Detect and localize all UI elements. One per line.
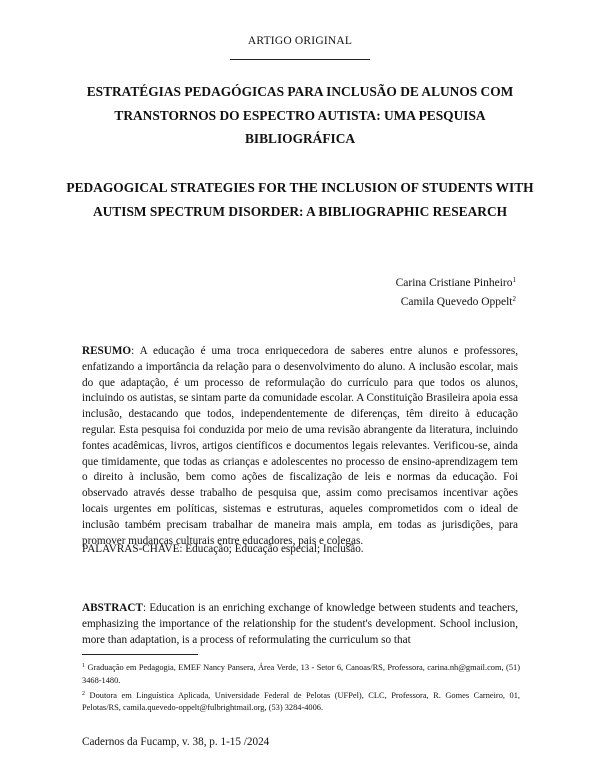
keywords: PALAVRAS-CHAVE: Educação; Educação especial; Inclusão. [82, 543, 364, 555]
author [396, 272, 516, 291]
title-english: PEDAGOGICAL STRATEGIES FOR THE INCLUSION OF STUDENTS WITH AUTISM SPECTRUM DISORDER: A BIBLIOGRAPHIC RESEARCH [66, 180, 534, 219]
resumo-text: : A educação é uma troca enriquecedora de saberes entre alunos e professores, enfatizando a importância da relação para o desenvolvimento do aluno. A inclusão escolar, mais do que adaptação, é um processo de reformulação do currículo para que todos os alunos, incluindo os autistas, se sintam parte da comunidade escolar. A Constituição Brasileira apoia essa inclusão, destacando que todos, independentemente de diferenças, têm direito à educação regular. Esta pesquisa foi conduzida por meio de uma revisão abrangente da literatura, incluindo fontes acadêmicas, livros, artigos científicos e documentos legais relevantes. Verificou-se, ainda que timidamente, que todas as crianças e adolescentes no processo de ensino-aprendizagem tem o direito à inclusão, bem como ações de fiscalização de leis e normas da educação. Foi observado através desse trabalho de pesquisa que, assim como precisamos incentivar ações locais urgentes em políticas, sistemas e estruturas, aqueles comprometidos com o ideal de inclusão também precisam trabalhar de maneira mais ampla, em todas as jurisdições, para promover mudanças culturais entre educadores, pais e colegas. [82, 345, 518, 547]
author [396, 291, 516, 310]
title-portuguese: ESTRATÉGIAS PEDAGÓGICAS PARA INCLUSÃO DE ALUNOS COM TRANSTORNOS DO ESPECTRO AUTISTA: UMA PESQUISA BIBLIOGRÁFICA [86, 84, 514, 146]
footnote-text: Doutora em Linguística Aplicada, Universidade Federal de Pelotas (UFPel), CLC, Professora, R. Gomes Carneiro, 01, Pelotas/RS, camila.quevedo-oppelt@fulbrightmail.org, (53) 3284-4006. [82, 690, 520, 713]
footnote-number: 1 [82, 663, 85, 669]
abstract-paragraph [82, 601, 518, 648]
footnote [82, 688, 520, 716]
section-label: ARTIGO ORIGINAL [247, 35, 353, 47]
footnote-text: Graduação em Pedagogia, EMEF Nancy Pansera, Área Verde, 13 - Setor 6, Canoas/RS, Professora, carina.nh@gmail.com, (51) 3468-1480. [82, 663, 520, 685]
section-label-underline [230, 59, 370, 60]
resumo-paragraph [82, 344, 518, 549]
author-name: Carina Cristiane Pinheiro [395, 277, 513, 289]
journal-footer: Cadernos da Fucamp, v. 38, p. 1-15 /2024 [82, 736, 270, 748]
abstract-text: : Education is an enriching exchange of knowledge between students and teachers, emphasizing the importance of the relationship for the student's development. School inclusion, more than adaptation, is a process of reformulating the curriculum so that [82, 602, 518, 646]
footnote-separator [82, 654, 198, 655]
abstract-label: ABSTRACT [82, 602, 143, 614]
resumo-label: RESUMO [82, 345, 132, 357]
footnotes [82, 660, 520, 715]
author-name: Camila Quevedo Oppelt [400, 296, 513, 308]
footnote [82, 660, 520, 688]
author-list [396, 272, 516, 310]
footnote-marker[interactable]: 1 [512, 276, 516, 284]
footnote-marker[interactable]: 2 [512, 295, 516, 303]
footnote-number: 2 [82, 690, 85, 697]
